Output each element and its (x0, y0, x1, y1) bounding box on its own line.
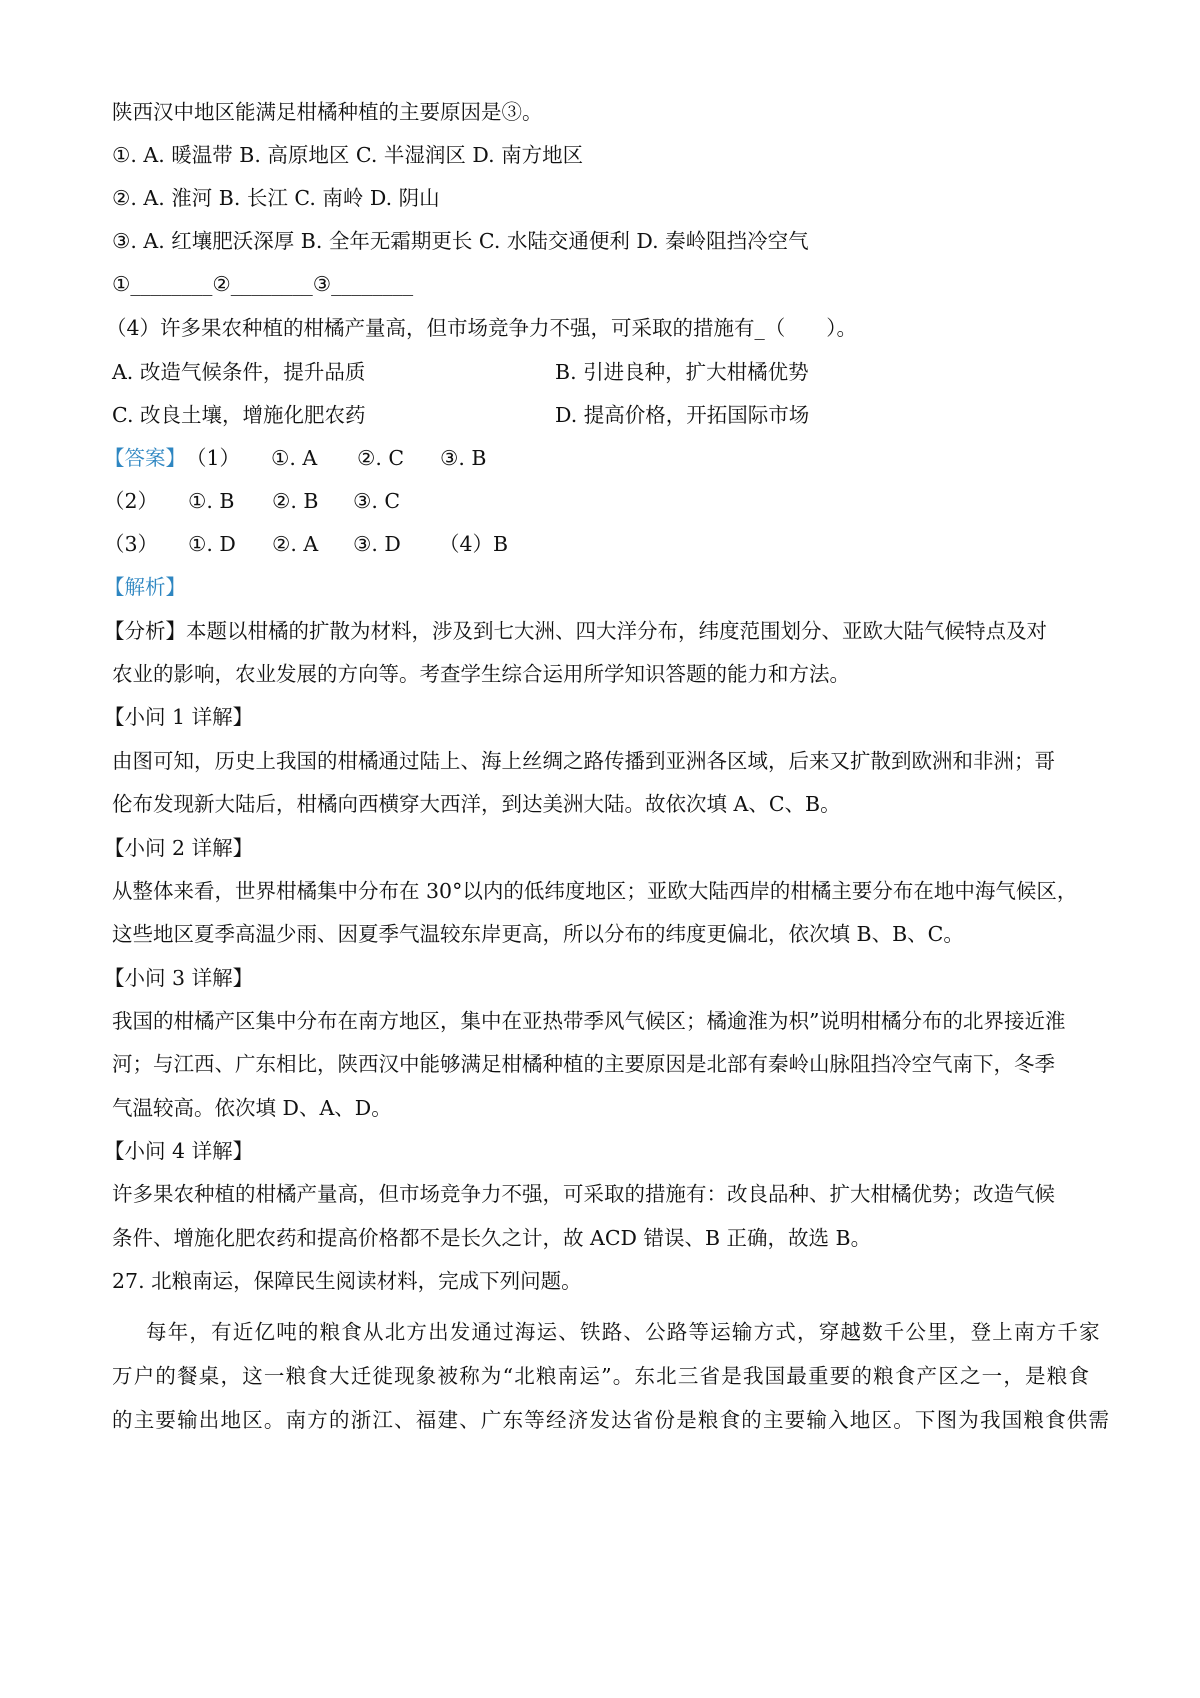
answer-cell: ②. A (272, 532, 319, 556)
sub-question-2-line: 从整体来看，世界柑橘集中分布在 30°以内的低纬度地区；亚欧大陆西岸的柑橘主要分布在地中海气候区， (112, 879, 1078, 903)
analysis-tag: 【解析】 (104, 575, 186, 599)
answer-cell: （3） (104, 532, 159, 556)
sub-question-4-line: 条件、增施化肥农药和提高价格都不是长久之计，故 ACD 错误、B 正确，故选 B。 (112, 1226, 872, 1250)
question-4-stem: （4）许多果农种植的柑橘产量高，但市场竞争力不强，可采取的措施有_（ ）。 (106, 316, 858, 340)
sub-question-4-title: 【小问 4 详解】 (104, 1139, 254, 1163)
sub-question-1-line: 由图可知，历史上我国的柑橘通过陆上、海上丝绸之路传播到亚洲各区域，后来又扩散到欧洲和非洲；哥 (112, 749, 1055, 773)
answer-row-3 (104, 532, 508, 556)
answer-blanks: ①________②________③________ (112, 272, 414, 296)
answer-cell: （2） (104, 489, 159, 513)
sub-question-1-title: 【小问 1 详解】 (104, 705, 254, 729)
answer-cell: （4）B (439, 532, 509, 556)
option-a: A. 改造气候条件，提升品质 (112, 360, 366, 384)
option-b: B. 引进良种，扩大柑橘优势 (555, 360, 809, 384)
sub-question-4-line: 许多果农种植的柑橘产量高，但市场竞争力不强，可采取的措施有：改良品种、扩大柑橘优势；改造气候 (112, 1182, 1055, 1206)
sub-question-2-line: 这些地区夏季高温少雨、因夏季气温较东岸更高，所以分布的纬度更偏北，依次填 B、B、C。 (112, 922, 964, 946)
answer-row-2 (104, 489, 400, 513)
analysis-summary-line: 【分析】本题以柑橘的扩散为材料，涉及到七大洲、四大洋分布，纬度范围划分、亚欧大陆气候特点及对 (104, 619, 1047, 643)
blank-2-options: ②. A. 淮河 B. 长江 C. 南岭 D. 阴山 (112, 186, 440, 210)
sub-question-3-line: 气温较高。依次填 D、A、D。 (112, 1096, 392, 1120)
question-27-stem: 27. 北粮南运，保障民生阅读材料，完成下列问题。 (112, 1269, 582, 1293)
answer-cell: ②. B (272, 489, 319, 513)
sub-question-3-line: 我国的柑橘产区集中分布在南方地区，集中在亚热带季风气候区；橘逾淮为枳”说明柑橘分布的北界接近淮 (112, 1009, 1066, 1033)
answer-cell: ②. C (357, 446, 405, 470)
blank-3-options: ③. A. 红壤肥沃深厚 B. 全年无霜期更长 C. 水陆交通便利 D. 秦岭阻挡冷空气 (112, 229, 809, 253)
answer-cell: ③. D (353, 532, 401, 556)
question-27-passage-line: 每年，有近亿吨的粮食从北方出发通过海运、铁路、公路等运输方式，穿越数千公里，登上南方千家 (146, 1320, 1101, 1344)
answer-tag: 【答案】 (104, 446, 186, 470)
sub-question-1-line: 伦布发现新大陆后，柑橘向西横穿大西洋，到达美洲大陆。故依次填 A、C、B。 (112, 792, 841, 816)
sub-question-3-title: 【小问 3 详解】 (104, 966, 254, 990)
question-27-passage-line: 的主要输出地区。南方的浙江、福建、广东等经济发达省份是粮食的主要输入地区。下图为我国粮食供需 (112, 1408, 1111, 1432)
sub-question-3-line: 河；与江西、广东相比，陕西汉中能够满足柑橘种植的主要原因是北部有秦岭山脉阻挡冷空气南下，冬季 (112, 1052, 1055, 1076)
answer-cell: ③. B (440, 446, 487, 470)
answer-cell: （1） (186, 446, 241, 470)
answer-cell: ①. B (188, 489, 235, 513)
question-3-intro: 陕西汉中地区能满足柑橘种植的主要原因是③。 (112, 100, 543, 124)
answer-row-1 (104, 446, 486, 470)
blank-1-options: ①. A. 暖温带 B. 高原地区 C. 半湿润区 D. 南方地区 (112, 143, 584, 167)
option-c: C. 改良土壤，增施化肥农药 (112, 403, 366, 427)
answer-cell: ①. A (271, 446, 318, 470)
answer-cell: ①. D (188, 532, 236, 556)
option-d: D. 提高价格，开拓国际市场 (555, 403, 810, 427)
sub-question-2-title: 【小问 2 详解】 (104, 836, 254, 860)
question-27-passage-line: 万户的餐桌，这一粮食大迁徙现象被称为“北粮南运”。东北三省是我国最重要的粮食产区之一，是粮食 (112, 1364, 1091, 1388)
analysis-summary-line: 农业的影响，农业发展的方向等。考查学生综合运用所学知识答题的能力和方法。 (112, 662, 850, 686)
answer-cell: ③. C (353, 489, 401, 513)
